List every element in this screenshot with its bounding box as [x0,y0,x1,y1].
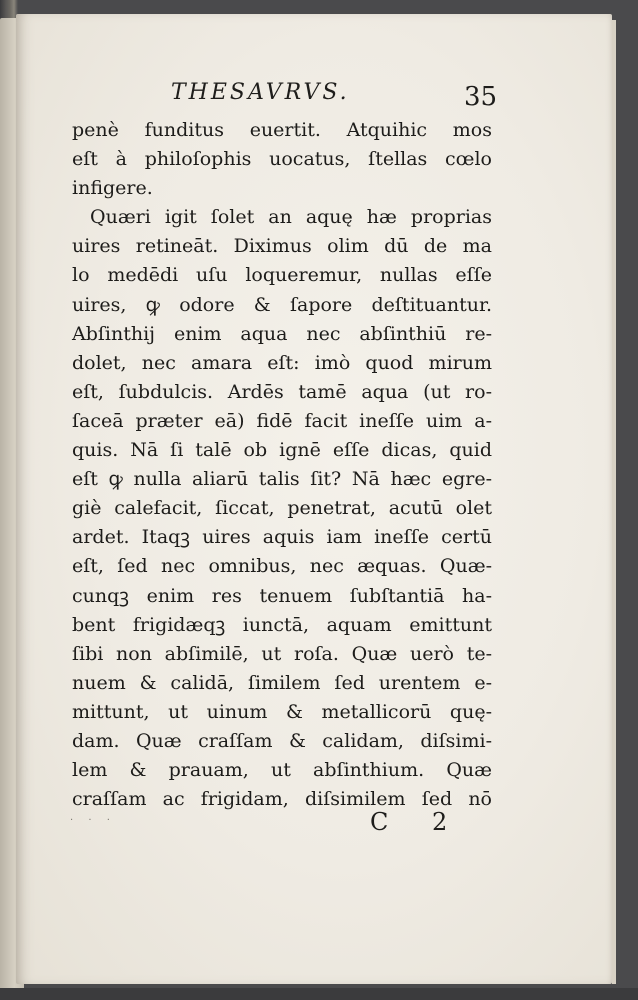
page-number: 35 [464,82,498,112]
text-line: eſt, ſed nec omnibus, nec æquas. Quæ- [72,555,492,578]
text-line: infigere. [72,177,153,200]
text-line: Abſinthij enim aqua nec abſinthiū re- [72,322,492,345]
running-head-title: THESAVRVS. [171,80,350,105]
text-line: nuem & calidā, ſimilem ſed urentem e- [72,671,492,694]
text-line: penè funditus euertit. Atquihic mos [72,119,492,141]
text-line: ſibi non abſimilē, ut roſa. Quæ uerò te- [72,642,492,665]
signature-mark: C 2 [370,808,466,836]
text-line: eſt, ſubdulcis. Ardēs tamē aqua (ut ro- [72,380,492,403]
text-line: quis. Nā ſi talē ob ignē eſſe dicas, quid [72,439,492,462]
text-line: eſt à philoſophis uocatus, ſtellas cœlo [72,148,492,171]
page-fore-edge [612,20,616,984]
text-line: Quæri igit ſolet an aquę hæ proprias [90,206,492,229]
text-line: eſt ꝙ nulla aliarū talis ſit? Nā hæc egre- [72,468,492,491]
text-line: ſaceā præter eā) fidē facit ineſſe uim a- [72,409,492,432]
text-line: uires, ꝙ odore & ſapore deſtituantur. [72,293,492,316]
text-line: ardet. Itaqꝫ uires aquis iam ineſſe certū [72,526,492,549]
text-line: dolet, nec amara eſt: imò quod mirum [72,351,492,374]
text-line: craſſam ac frigidam, diſsimilem ſed nō [72,788,492,811]
text-line: dam. Quæ craſſam & calidam, diſsimi- [72,729,492,752]
text-line: lo medēdi uſu loqueremur, nullas eſſe [72,264,492,287]
text-line: giè calefacit, ſiccat, penetrat, acutū olet [72,497,492,520]
text-line: uires retineāt. Diximus olim dū de ma [72,235,492,258]
scan-background-bottom [0,988,638,1000]
text-line: mittunt, ut uinum & metallicorū quę- [72,700,492,723]
text-line: lem & prauam, ut abſinthium. Quæ [72,759,492,782]
running-head [16,74,612,114]
ink-specks: . . . [70,812,116,823]
text-line: cunqꝫ enim res tenuem ſubſtantiā ha- [72,584,492,607]
body-text [72,116,492,814]
text-line: bent frigidæqꝫ iunctā, aquam emittunt [72,613,492,636]
